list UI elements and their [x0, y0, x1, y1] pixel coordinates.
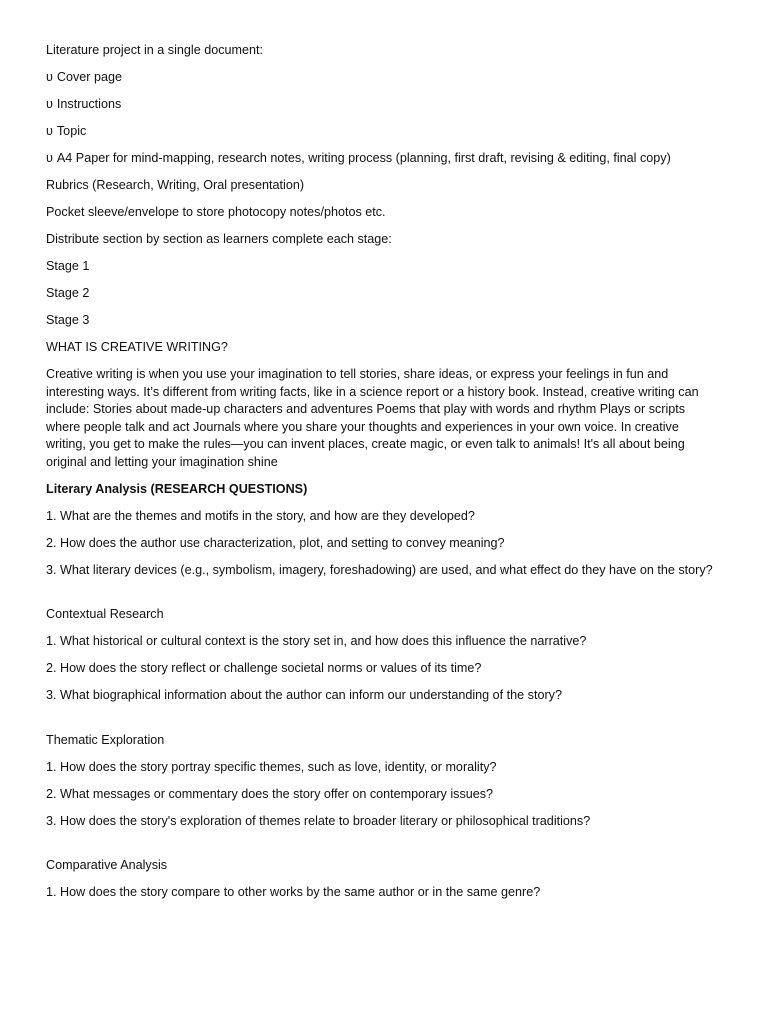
stage-1: Stage 1 [46, 259, 90, 273]
section-spacer [46, 714, 714, 732]
literary-analysis-item-1: 1. What are the themes and motifs in the story, and how are they developed? [46, 508, 475, 523]
section-spacer [46, 589, 714, 607]
literary-analysis-item-3: 3. What literary devices (e.g., symbolism, imagery, foreshadowing) are used, and what effect do they have on the story? [46, 562, 713, 577]
thematic-exploration-item-3: 3. How does the story's exploration of themes relate to broader literary or philosophical traditions? [46, 813, 591, 828]
stage-2: Stage 2 [46, 286, 90, 300]
bullet-text: A4 Paper for mind-mapping, research notes, writing process (planning, first draft, revising & editing, final copy) [56, 151, 671, 165]
project-title: Literature project in a single document: [46, 43, 264, 57]
thematic-exploration-heading: Thematic Exploration [46, 732, 165, 747]
bullet-item-a4-paper [46, 150, 714, 168]
contextual-research-item-2: 2. How does the story reflect or challenge societal norms or values of its time? [46, 661, 482, 675]
contextual-research-item-1: 1. What historical or cultural context is the story set in, and how does this influence the narrative? [46, 634, 587, 648]
distribute-line: Distribute section by section as learners complete each stage: [46, 232, 392, 246]
bullet-icon: υ [46, 124, 53, 138]
contextual-research-heading: Contextual Research [46, 607, 164, 621]
contextual-research-item-3: 3. What biographical information about the author can inform our understanding of the story? [46, 688, 562, 702]
stage-3: Stage 3 [46, 313, 90, 327]
bullet-icon: υ [46, 97, 53, 111]
pocket-line: Pocket sleeve/envelope to store photocopy notes/photos etc. [46, 205, 386, 219]
bullet-item-instructions [46, 96, 714, 114]
creative-writing-body: Creative writing is when you use your imagination to tell stories, share ideas, or express your feelings in fun and interesting ways. It’s different from writing facts, like in a science report or a history book. Instead, creative writing can include: Stories about made-up characters and adventures Poems that play with words and rhythm Plays or scripts where people talk and act Journals where you share your thoughts and experiences in your own voice. In creative writing, you get to make the rules—you can invent places, create magic, or even talk to animals! It's all about being original and letting your imagination shine [46, 367, 699, 469]
rubrics-line: Rubrics (Research, Writing, Oral presentation) [46, 178, 305, 192]
thematic-exploration-item-2: 2. What messages or commentary does the story offer on contemporary issues? [46, 786, 494, 801]
literary-analysis-heading: Literary Analysis (RESEARCH QUESTIONS) [46, 481, 308, 496]
bullet-text: Cover page [56, 70, 122, 84]
creative-writing-heading: WHAT IS CREATIVE WRITING? [46, 340, 228, 354]
comparative-analysis-heading: Comparative Analysis [46, 858, 168, 872]
section-spacer [46, 840, 714, 858]
bullet-item-topic [46, 123, 714, 141]
bullet-item-cover-page [46, 69, 714, 87]
bullet-icon: υ [46, 151, 53, 165]
bullet-text: Instructions [56, 97, 122, 111]
bullet-text: Topic [56, 124, 87, 138]
document-body [46, 42, 714, 911]
comparative-analysis-item-1: 1. How does the story compare to other works by the same author or in the same genre? [46, 885, 541, 899]
bullet-icon: υ [46, 70, 53, 84]
thematic-exploration-item-1: 1. How does the story portray specific themes, such as love, identity, or morality? [46, 759, 497, 774]
literary-analysis-item-2: 2. How does the author use characterization, plot, and setting to convey meaning? [46, 535, 505, 550]
